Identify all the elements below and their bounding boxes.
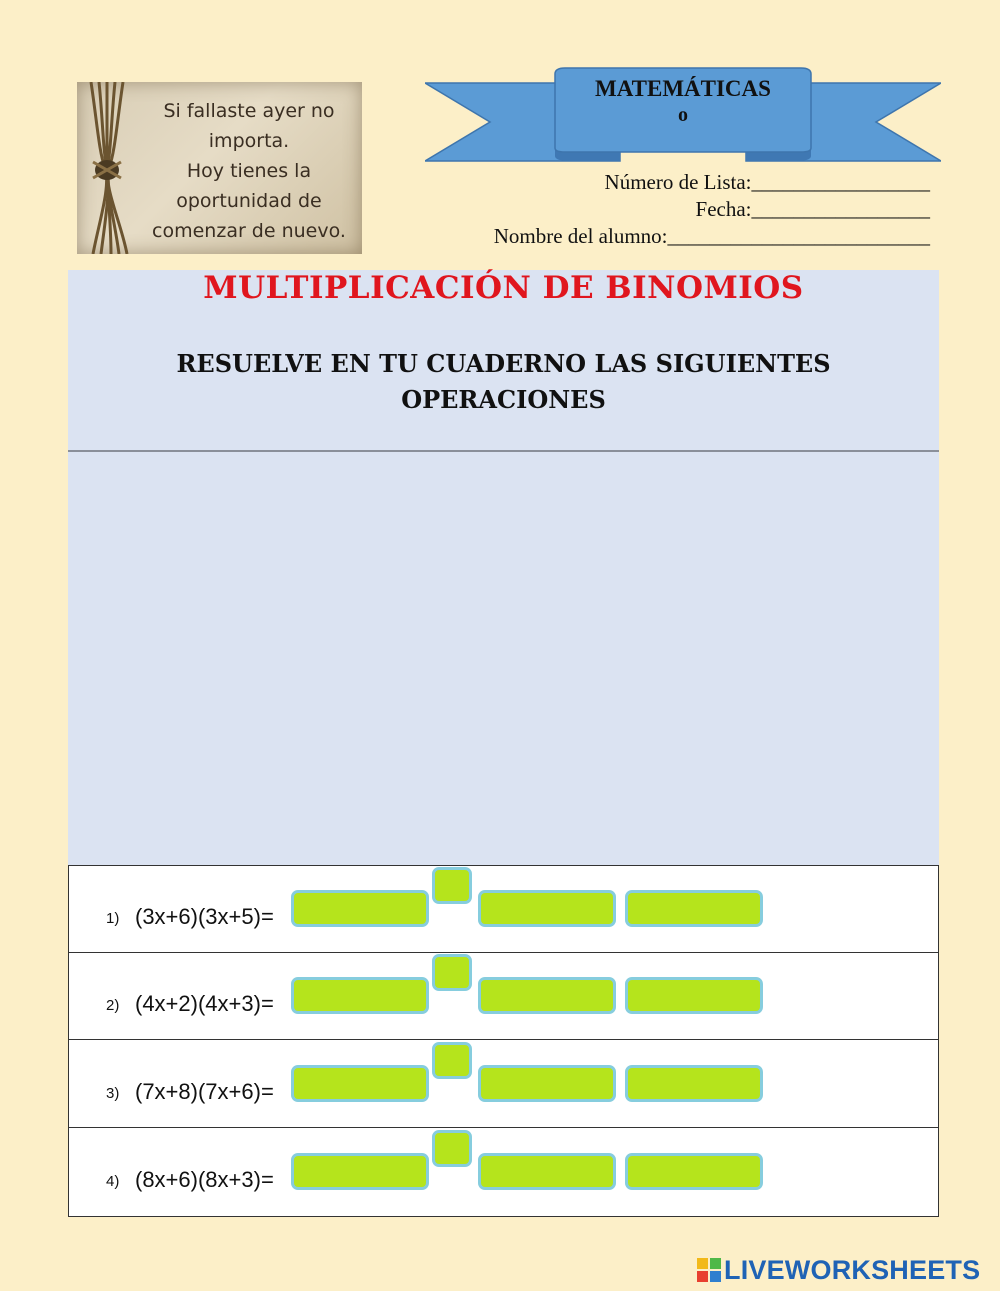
answer-box-exponent[interactable] <box>432 867 472 904</box>
liveworksheets-logo-icon <box>697 1258 721 1282</box>
exercise-number: 2) <box>106 997 120 1014</box>
quote-line: importa. <box>208 130 290 152</box>
answer-box-first-term[interactable] <box>291 1065 429 1102</box>
exercise-row <box>69 1041 938 1128</box>
answer-box-exponent[interactable] <box>432 1042 472 1079</box>
quote-text <box>139 96 359 246</box>
student-name-field: Nombre del alumno:_________________________ <box>493 224 930 248</box>
exercise-number: 4) <box>106 1173 120 1190</box>
answer-box-middle-term[interactable] <box>478 1065 616 1102</box>
exercise-expression: (7x+8)(7x+6)= <box>135 1079 274 1104</box>
liveworksheets-logo <box>697 1255 980 1285</box>
answer-box-last-term[interactable] <box>625 977 763 1014</box>
banner-title: MATEMÁTICAS <box>595 76 771 101</box>
exercise-table <box>68 865 939 1217</box>
instructions-text: RESUELVE EN TU CUADERNO LAS SIGUIENTES OPERACIONES <box>176 349 831 414</box>
answer-box-middle-term[interactable] <box>478 890 616 927</box>
answer-box-exponent[interactable] <box>432 1130 472 1167</box>
answer-box-last-term[interactable] <box>625 1153 763 1190</box>
quote-line: comenzar de nuevo. <box>152 220 346 242</box>
divider <box>68 450 939 452</box>
banner-subtitle: o <box>678 104 688 126</box>
logo-text: LIVEWORKSHEETS <box>724 1254 981 1285</box>
page-title: MULTIPLICACIÓN DE BINOMIOS <box>203 270 804 306</box>
exercise-row <box>69 866 938 953</box>
exercise-expression: (4x+2)(4x+3)= <box>135 991 274 1016</box>
quote-line: Si fallaste ayer no <box>163 100 335 122</box>
answer-box-first-term[interactable] <box>291 977 429 1014</box>
rope-knot-graphic <box>85 82 129 254</box>
exercise-row <box>69 1129 938 1216</box>
answer-box-middle-term[interactable] <box>478 1153 616 1190</box>
answer-box-last-term[interactable] <box>625 1065 763 1102</box>
answer-box-exponent[interactable] <box>432 954 472 991</box>
date-field: Fecha:_________________ <box>695 197 930 221</box>
list-number-field: Número de Lista:_________________ <box>604 170 930 194</box>
exercise-number: 3) <box>106 1085 120 1102</box>
answer-box-middle-term[interactable] <box>478 977 616 1014</box>
exercise-row <box>69 953 938 1040</box>
motivational-quote-image <box>77 82 362 254</box>
quote-line: oportunidad de <box>176 190 322 212</box>
exercise-number: 1) <box>106 910 120 927</box>
answer-box-last-term[interactable] <box>625 890 763 927</box>
exercise-expression: (3x+6)(3x+5)= <box>135 904 274 929</box>
exercise-expression: (8x+6)(8x+3)= <box>135 1167 274 1192</box>
answer-box-first-term[interactable] <box>291 1153 429 1190</box>
quote-line: Hoy tienes la <box>186 160 312 182</box>
answer-box-first-term[interactable] <box>291 890 429 927</box>
